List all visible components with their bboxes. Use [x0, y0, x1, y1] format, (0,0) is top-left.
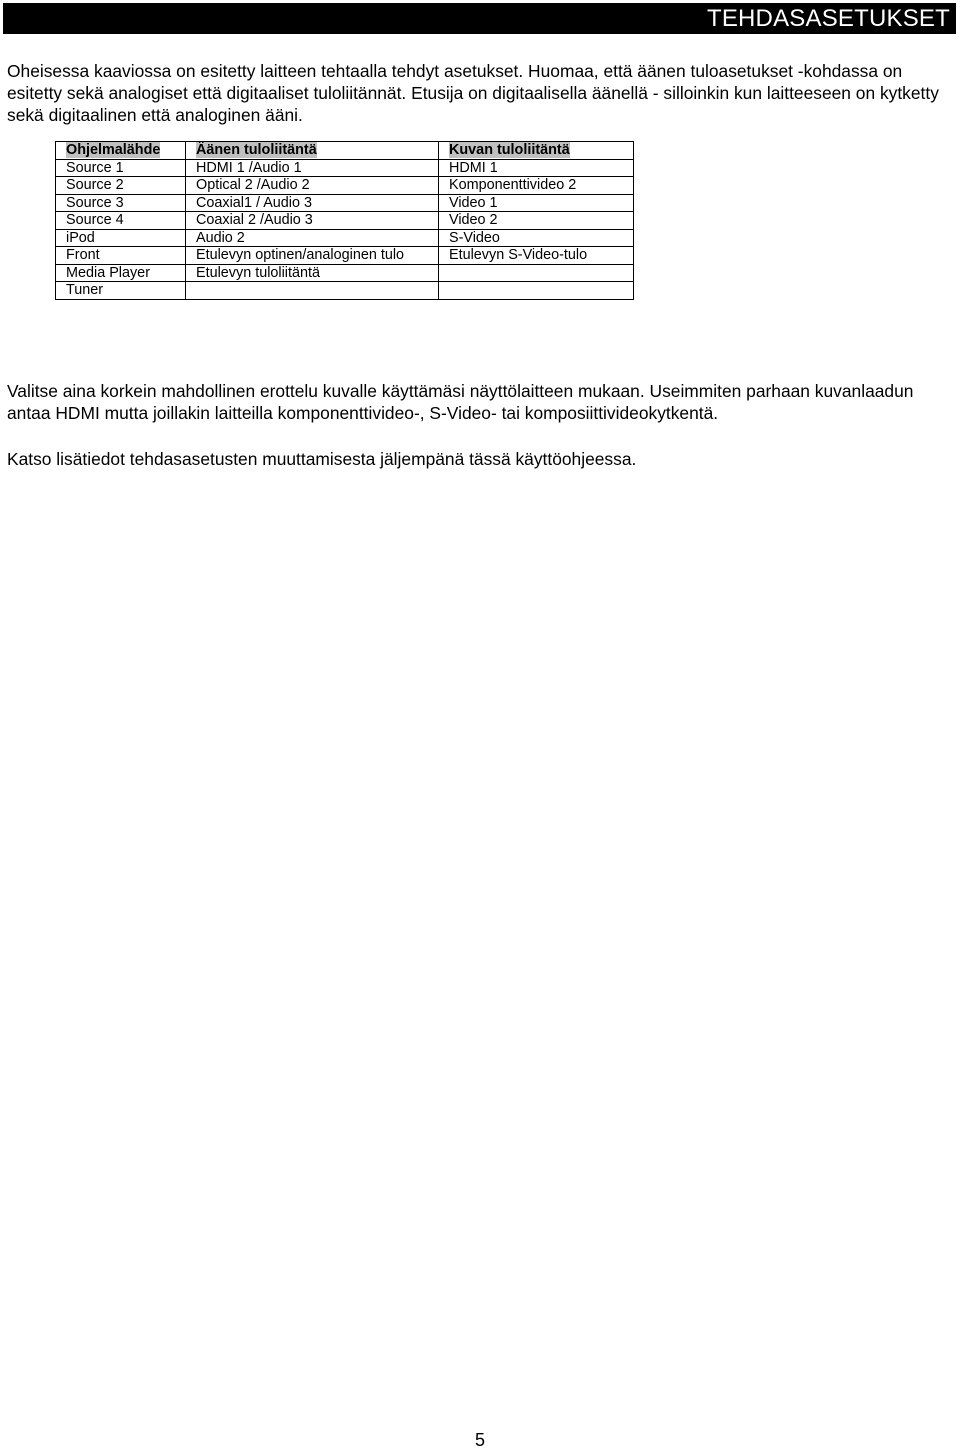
table-row [56, 247, 634, 265]
table-header-row [56, 142, 634, 160]
audio-input-cell: HDMI 1 /Audio 1 [186, 159, 439, 177]
factory-settings-table [55, 141, 634, 300]
video-input-cell [439, 264, 634, 282]
audio-input-cell: Etulevyn optinen/analoginen tulo [186, 247, 439, 265]
header-cell-source [56, 142, 186, 160]
table-row [56, 264, 634, 282]
video-input-cell: S-Video [439, 229, 634, 247]
audio-input-cell: Audio 2 [186, 229, 439, 247]
table-row [56, 229, 634, 247]
audio-input-cell: Coaxial 2 /Audio 3 [186, 212, 439, 230]
header-cell-audio-input [186, 142, 439, 160]
page-title: TEHDASASETUKSET [706, 5, 950, 32]
table-row [56, 282, 634, 300]
source-cell: Media Player [56, 264, 186, 282]
video-input-cell: Komponenttivideo 2 [439, 177, 634, 195]
resolution-paragraph: Valitse aina korkein mahdollinen erottelu kuvalle käyttämäsi näyttölaitteen mukaan. Useimmiten parhaan kuvanlaadun antaa HDMI mutta joillakin laitteilla komponenttivideo-, S-Video- tai komposiittivideokytkentä. [7, 381, 914, 423]
page-number: 5 [474, 1430, 485, 1450]
source-cell: Source 2 [56, 177, 186, 195]
table-row [56, 159, 634, 177]
source-cell: Source 4 [56, 212, 186, 230]
audio-input-cell [186, 282, 439, 300]
header-label: Äänen tuloliitäntä [196, 142, 317, 159]
intro-paragraph: Oheisessa kaaviossa on esitetty laitteen tehtaalla tehdyt asetukset. Huomaa, että äänen tuloasetukset -kohdassa on esitetty sekä analogiset että digitaaliset tuloliitännät. Etusija on digitaalisella äänellä - silloinkin kun laitteeseen on kytketty sekä digitaalinen että analoginen ääni. [7, 61, 939, 125]
table-row [56, 177, 634, 195]
video-input-cell: Video 2 [439, 212, 634, 230]
video-input-cell: HDMI 1 [439, 159, 634, 177]
audio-input-cell: Etulevyn tuloliitäntä [186, 264, 439, 282]
table-row [56, 194, 634, 212]
video-input-cell [439, 282, 634, 300]
audio-input-cell: Optical 2 /Audio 2 [186, 177, 439, 195]
header-label: Kuvan tuloliitäntä [449, 142, 570, 159]
more-info-paragraph: Katso lisätiedot tehdasasetusten muuttamisesta jäljempänä tässä käyttöohjeessa. [7, 449, 637, 469]
header-cell-video-input [439, 142, 634, 160]
source-cell: Source 3 [56, 194, 186, 212]
header-bar [3, 3, 956, 34]
audio-input-cell: Coaxial1 / Audio 3 [186, 194, 439, 212]
source-cell: Tuner [56, 282, 186, 300]
video-input-cell: Video 1 [439, 194, 634, 212]
source-cell: Source 1 [56, 159, 186, 177]
table-row [56, 212, 634, 230]
header-label: Ohjelmalähde [66, 142, 161, 159]
video-input-cell: Etulevyn S-Video-tulo [439, 247, 634, 265]
source-cell: Front [56, 247, 186, 265]
source-cell: iPod [56, 229, 186, 247]
